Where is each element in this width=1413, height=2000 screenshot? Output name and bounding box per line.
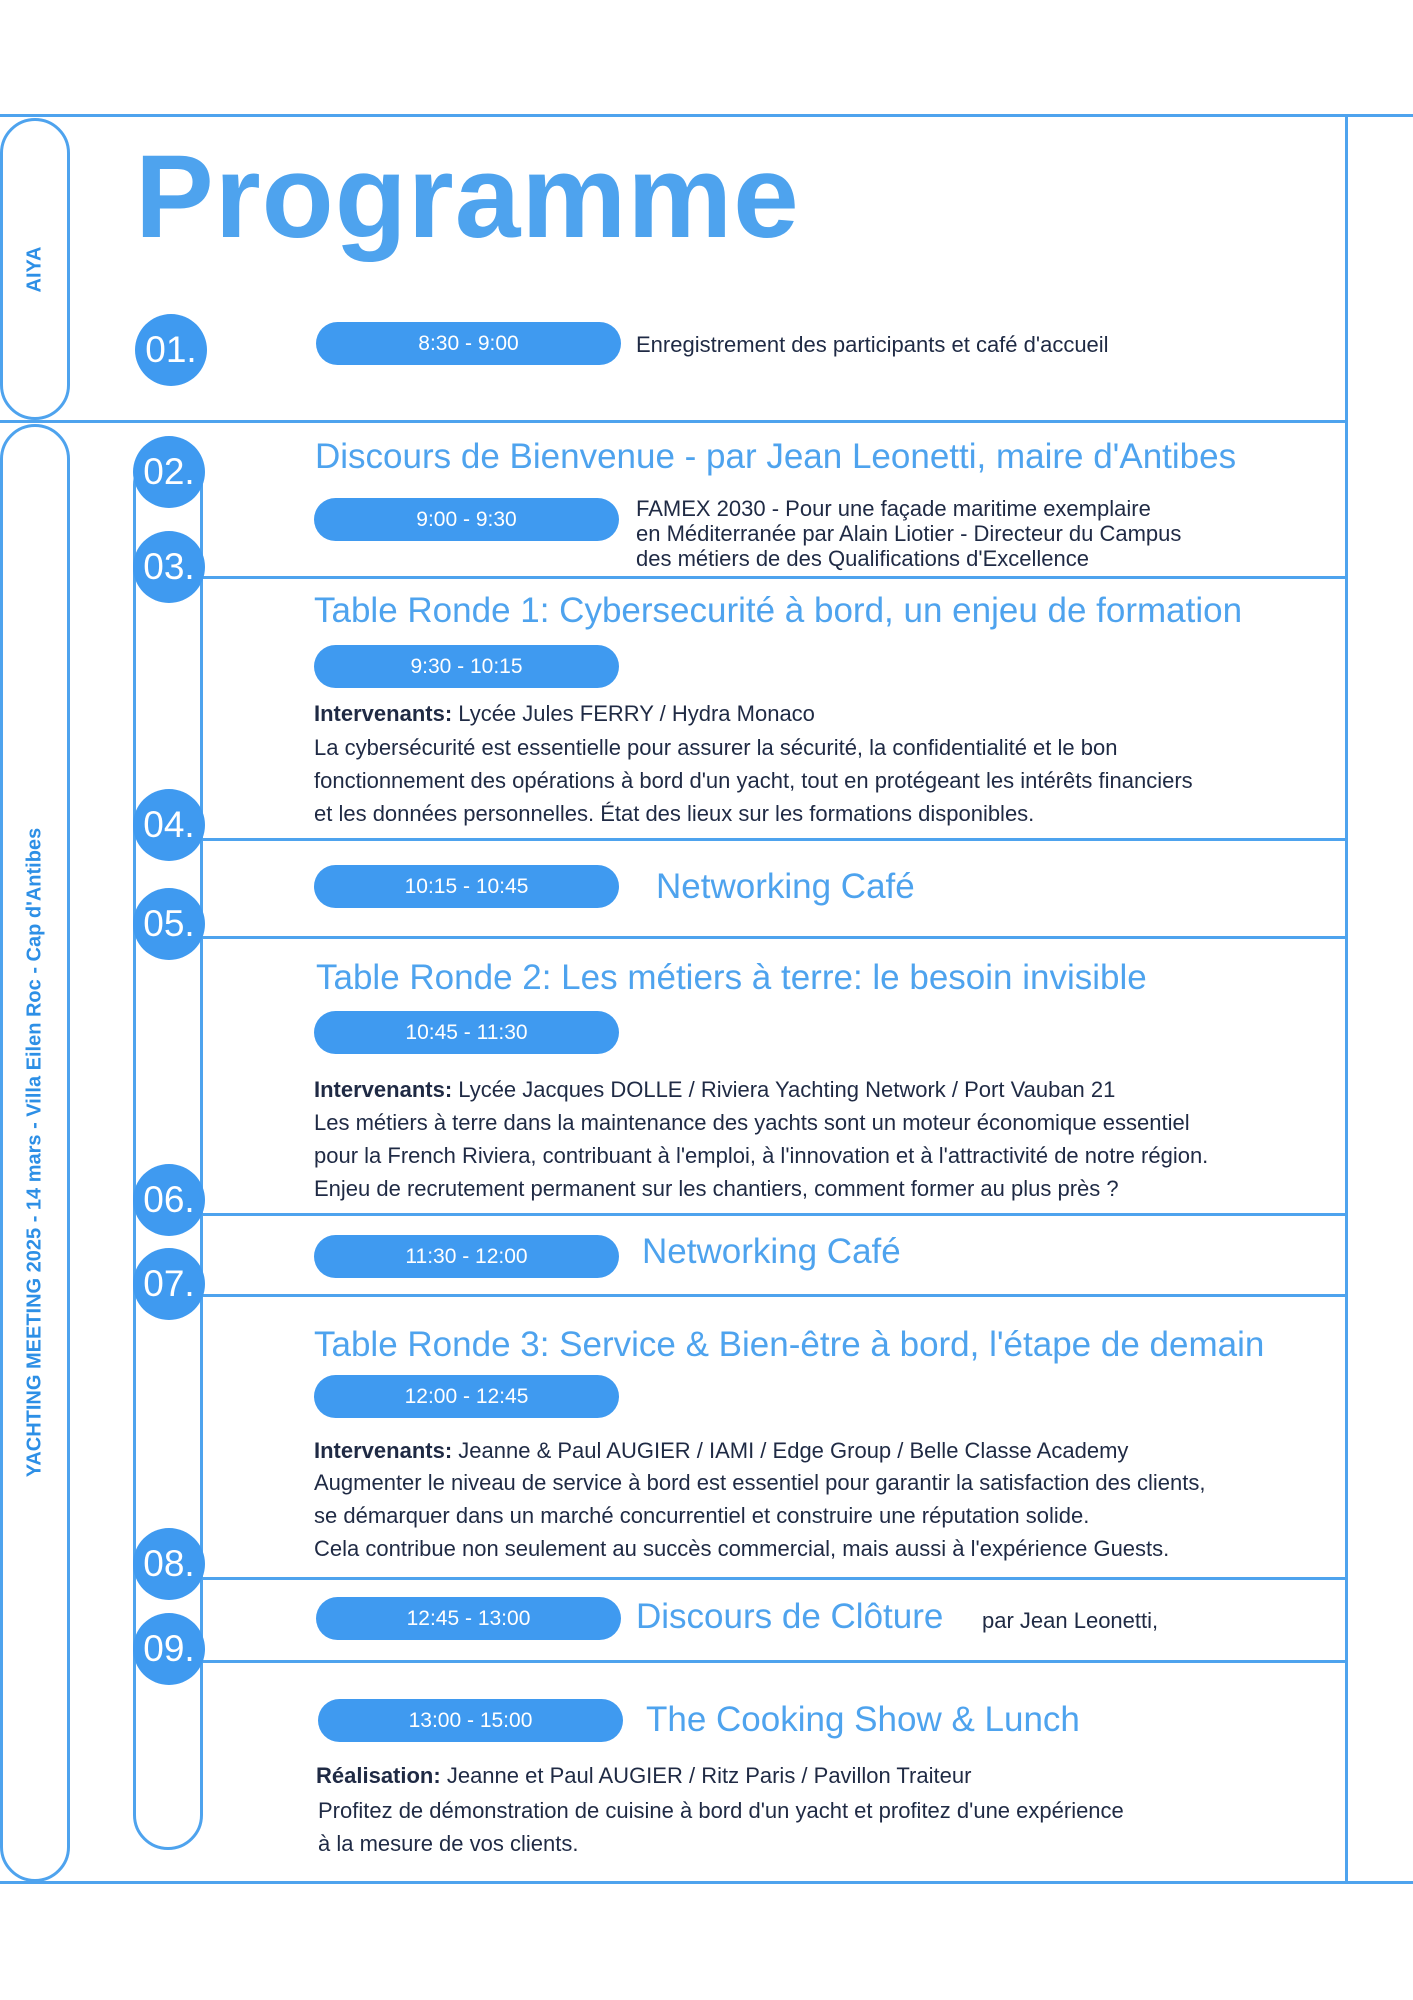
item-05-line-1: Les métiers à terre dans la maintenance des yachts sont un moteur économique essentiel	[314, 1110, 1190, 1135]
item-06-heading: Networking Café	[642, 1232, 901, 1271]
step-number-06: 06.	[133, 1164, 205, 1236]
speakers-value: Lycée Jules FERRY / Hydra Monaco	[458, 701, 815, 726]
item-04-heading: Networking Café	[656, 867, 915, 906]
time-pill-07: 12:00 - 12:45	[314, 1375, 619, 1418]
step-number-01: 01.	[135, 314, 207, 386]
speakers-label: Réalisation:	[316, 1763, 441, 1788]
item-07-line-3: Cela contribue non seulement au succès commercial, mais aussi à l'expérience Guests.	[314, 1536, 1170, 1561]
separator-3	[203, 838, 1348, 841]
time-pill-05: 10:45 - 11:30	[314, 1011, 619, 1054]
item-03-line-1: La cybersécurité est essentielle pour assurer la sécurité, la confidentialité et le bon	[314, 735, 1118, 760]
item-05-speakers	[314, 1077, 1115, 1103]
item-07-line-1: Augmenter le niveau de service à bord est essentiel pour garantir la satisfaction des clients,	[314, 1470, 1206, 1495]
item-07-line-2: se démarquer dans un marché concurrentiel et construire une réputation solide.	[314, 1503, 1090, 1528]
separator-8	[203, 1660, 1348, 1663]
speakers-label: Intervenants:	[314, 1077, 453, 1102]
item-08-heading: Discours de Clôture	[636, 1597, 944, 1636]
step-number-04: 04.	[133, 789, 205, 861]
separator-5	[203, 1213, 1348, 1216]
step-number-03: 03.	[133, 531, 205, 603]
page-title: Programme	[135, 131, 800, 263]
item-02-line-2: en Méditerranée par Alain Liotier - Directeur du Campus	[636, 521, 1182, 546]
time-pill-01: 8:30 - 9:00	[316, 322, 621, 365]
step-number-08: 08.	[133, 1528, 205, 1600]
separator-2	[203, 576, 1348, 579]
separator-4	[203, 936, 1348, 939]
frame-right-line	[1345, 114, 1348, 1884]
item-02-line-1: FAMEX 2030 - Pour une façade maritime exemplaire	[636, 496, 1151, 521]
step-number-09: 09.	[133, 1613, 205, 1685]
item-05-heading: Table Ronde 2: Les métiers à terre: le besoin invisible	[316, 958, 1147, 997]
item-02-heading: Discours de Bienvenue - par Jean Leonetti, maire d'Antibes	[315, 437, 1237, 476]
frame-top-line	[0, 114, 1413, 117]
item-09-heading: The Cooking Show & Lunch	[646, 1700, 1080, 1739]
separator-7	[203, 1577, 1348, 1580]
side-label-main: YACHTING MEETING 2025 - 14 mars - Villa Eilen Roc - Cap d'Antibes	[23, 827, 46, 1478]
step-number-05: 05.	[133, 888, 205, 960]
frame-bottom-line	[0, 1881, 1413, 1884]
speakers-value: Lycée Jacques DOLLE / Riviera Yachting Network / Port Vauban 21	[458, 1077, 1116, 1102]
item-03-line-2: fonctionnement des opérations à bord d'un yacht, tout en protégeant les intérêts financiers	[314, 768, 1193, 793]
step-number-07: 07.	[133, 1248, 205, 1320]
time-pill-04: 10:15 - 10:45	[314, 865, 619, 908]
item-01-text: Enregistrement des participants et café d'accueil	[636, 332, 1109, 357]
separator-6	[203, 1294, 1348, 1297]
item-03-line-3: et les données personnelles. État des lieux sur les formations disponibles.	[314, 801, 1035, 826]
time-pill-09: 13:00 - 15:00	[318, 1699, 623, 1742]
separator-1	[0, 420, 1348, 423]
item-03-speakers	[314, 701, 815, 727]
step-number-02: 02.	[133, 436, 205, 508]
time-pill-08: 12:45 - 13:00	[316, 1597, 621, 1640]
item-09-line-2: à la mesure de vos clients.	[318, 1831, 579, 1856]
item-05-line-2: pour la French Riviera, contribuant à l'emploi, à l'innovation et à l'attractivité de notre région.	[314, 1143, 1209, 1168]
speakers-value: Jeanne et Paul AUGIER / Ritz Paris / Pavillon Traiteur	[446, 1763, 972, 1788]
side-label-top: AIYA	[23, 246, 46, 293]
item-07-heading: Table Ronde 3: Service & Bien-être à bord, l'étape de demain	[314, 1325, 1265, 1364]
item-08-note: par Jean Leonetti,	[982, 1608, 1159, 1633]
item-02-line-3: des métiers de des Qualifications d'Excellence	[636, 546, 1089, 571]
speakers-label: Intervenants:	[314, 1438, 453, 1463]
item-07-speakers	[314, 1438, 1128, 1464]
item-03-heading: Table Ronde 1: Cybersecurité à bord, un enjeu de formation	[314, 591, 1243, 630]
time-pill-03: 9:30 - 10:15	[314, 645, 619, 688]
speakers-label: Intervenants:	[314, 701, 453, 726]
time-pill-02: 9:00 - 9:30	[314, 498, 619, 541]
item-09-speakers	[316, 1763, 971, 1789]
item-05-line-3: Enjeu de recrutement permanent sur les chantiers, comment former au plus près ?	[314, 1176, 1119, 1201]
item-09-line-1: Profitez de démonstration de cuisine à bord d'un yacht et profitez d'une expérience	[318, 1798, 1124, 1823]
time-pill-06: 11:30 - 12:00	[314, 1235, 619, 1278]
speakers-value: Jeanne & Paul AUGIER / IAMI / Edge Group / Belle Classe Academy	[458, 1438, 1129, 1463]
